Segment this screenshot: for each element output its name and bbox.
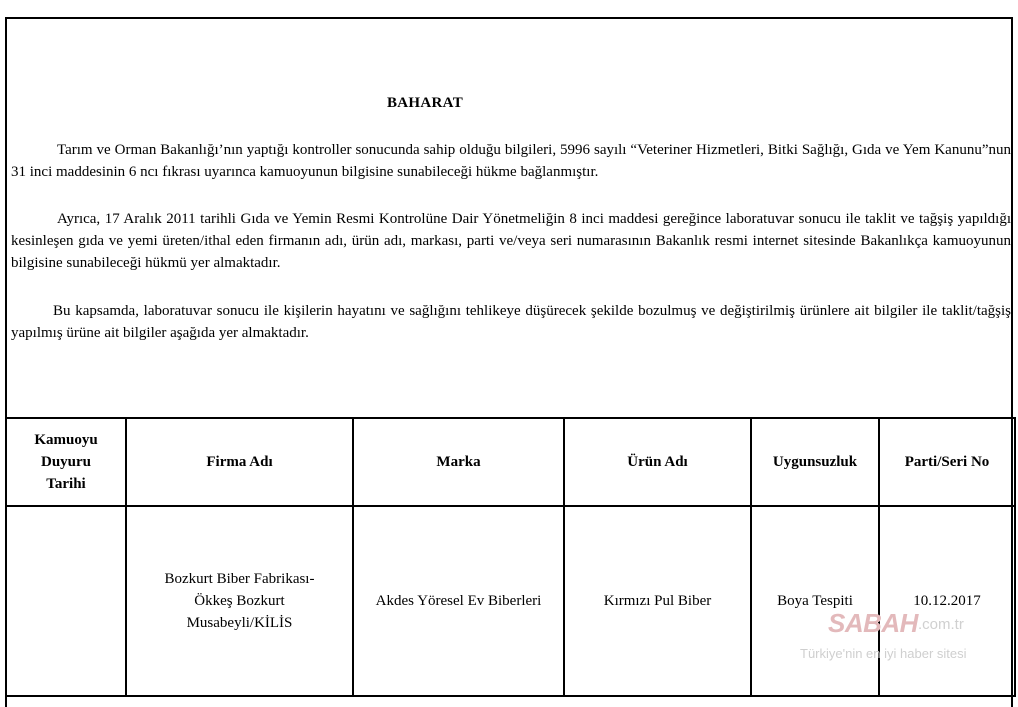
header-company-name: Firma Adı: [126, 418, 353, 506]
header-brand: Marka: [353, 418, 564, 506]
watermark-brand: SABAH: [828, 608, 918, 638]
header-batch-number: Parti/Seri No: [879, 418, 1015, 506]
header-nonconformity: Uygunsuzluk: [751, 418, 879, 506]
cell-product-name: Kırmızı Pul Biber: [564, 506, 751, 696]
cell-batch-number: 10.12.2017: [879, 506, 1015, 696]
header-announcement-date: Kamuoyu Duyuru Tarihi: [6, 418, 126, 506]
cell-announcement-date: [6, 506, 126, 696]
table-row: [6, 506, 1015, 696]
document-title: BAHARAT: [387, 95, 463, 111]
paragraph-scope: [11, 300, 1011, 344]
watermark-domain: .com.tr: [918, 616, 964, 633]
product-table: [5, 417, 1016, 697]
paragraph-regulation-text: Ayrıca, 17 Aralık 2011 tarihli Gıda ve Yemin Resmi Kontrolüne Dair Yönetmeliğin 8 inci maddesi gereğince laboratuvar sonucu ile taklit ve tağşiş yapıldığı kesinleşen gıda ve yemi üreten/ithal eden firmanın adı, ürün adı, markası, parti ve/veya seri numarasının Bakanlık resmi internet sitesinde Bakanlıkça kamuoyunun bilgisine sunabileceği hükmü yer almaktadır.: [11, 211, 1011, 271]
document-page: [5, 17, 1013, 707]
cell-company-name: Bozkurt Biber Fabrikası-Ökkeş Bozkurt Musabeyli/KİLİS: [126, 506, 353, 696]
header-product-name: Ürün Adı: [564, 418, 751, 506]
watermark-tagline: Türkiye'nin en iyi haber sitesi: [800, 646, 967, 661]
paragraph-intro: [11, 139, 1011, 183]
paragraph-scope-text: Bu kapsamda, laboratuvar sonucu ile kişilerin hayatını ve sağlığını tehlikeye düşürecek şekilde bozulmuş ve değiştirilmiş ürünlere ait bilgiler ile taklit/tağşiş yapılmış ürüne ait bilgiler aşağıda yer almaktadır.: [11, 303, 1011, 341]
table-header-row: [6, 418, 1015, 506]
cell-nonconformity: Boya Tespiti: [751, 506, 879, 696]
paragraph-intro-text: Tarım ve Orman Bakanlığı’nın yaptığı kontroller sonucunda sahip olduğu bilgileri, 5996 sayılı “Veteriner Hizmetleri, Bitki Sağlığı, Gıda ve Yem Kanunu”nun 31 inci maddesinin 6 ncı fıkrası uyarınca kamuoyunun bilgisine sunabileceği hükme bağlanmıştır.: [11, 142, 1011, 180]
cell-brand: Akdes Yöresel Ev Biberleri: [353, 506, 564, 696]
paragraph-regulation: [11, 208, 1011, 274]
